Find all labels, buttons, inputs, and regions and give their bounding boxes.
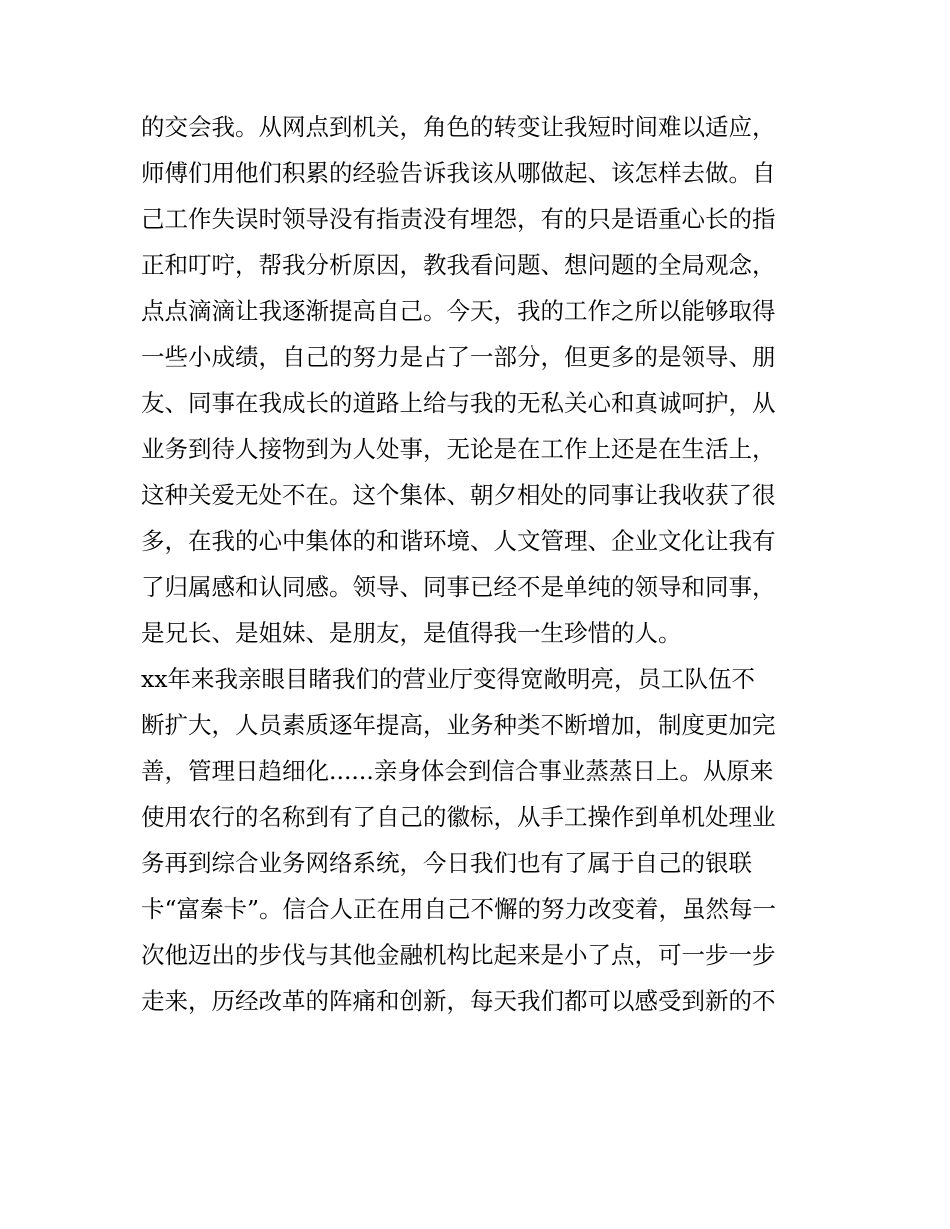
text-line: 一些小成绩，自己的努力是占了一部分，但更多的是领导、朋 <box>141 343 776 371</box>
text-line: 断扩大，人员素质逐年提高，业务种类不断增加，制度更加完 <box>141 711 776 739</box>
text-line: 务再到综合业务网络系统，今日我们也有了属于自己的银联 <box>141 849 752 877</box>
text-line: 善，管理日趋细化......亲身体会到信合事业蒸蒸日上。从原来 <box>141 757 774 785</box>
text-line: 卡“富秦卡”。信合人正在用自己不懈的努力改变着，虽然每一 <box>141 895 777 923</box>
text-line: 业务到待人接物到为人处事，无论是在工作上还是在生活上， <box>141 435 776 463</box>
text-line: xx年来我亲眼目睹我们的营业厅变得宽敞明亮，员工队伍不 <box>141 665 756 693</box>
text-line: 点点滴滴让我逐渐提高自己。今天，我的工作之所以能够取得 <box>141 297 776 325</box>
text-line: 了归属感和认同感。领导、同事已经不是单纯的领导和同事， <box>141 573 776 601</box>
text-line: 正和叮咛，帮我分析原因，教我看问题、想问题的全局观念， <box>141 251 776 279</box>
text-line: 师傅们用他们积累的经验告诉我该从哪做起、该怎样去做。自 <box>141 159 776 187</box>
text-line: 的交会我。从网点到机关，角色的转变让我短时间难以适应， <box>141 113 776 141</box>
text-line: 这种关爱无处不在。这个集体、朝夕相处的同事让我收获了很 <box>141 481 776 509</box>
text-line: 走来，历经改革的阵痛和创新，每天我们都可以感受到新的不 <box>141 987 776 1015</box>
text-line: 使用农行的名称到有了自己的徽标，从手工操作到单机处理业 <box>141 803 776 831</box>
text-line: 友、同事在我成长的道路上给与我的无私关心和真诚呵护，从 <box>141 389 776 417</box>
body-text <box>141 104 821 1024</box>
text-line: 己工作失误时领导没有指责没有埋怨，有的只是语重心长的指 <box>141 205 776 233</box>
text-line: 次他迈出的步伐与其他金融机构比起来是小了点，可一步一步 <box>141 941 776 969</box>
text-line: 是兄长、是姐妹、是朋友，是值得我一生珍惜的人。 <box>141 619 682 647</box>
text-line: 多，在我的心中集体的和谐环境、人文管理、企业文化让我有 <box>141 527 776 555</box>
